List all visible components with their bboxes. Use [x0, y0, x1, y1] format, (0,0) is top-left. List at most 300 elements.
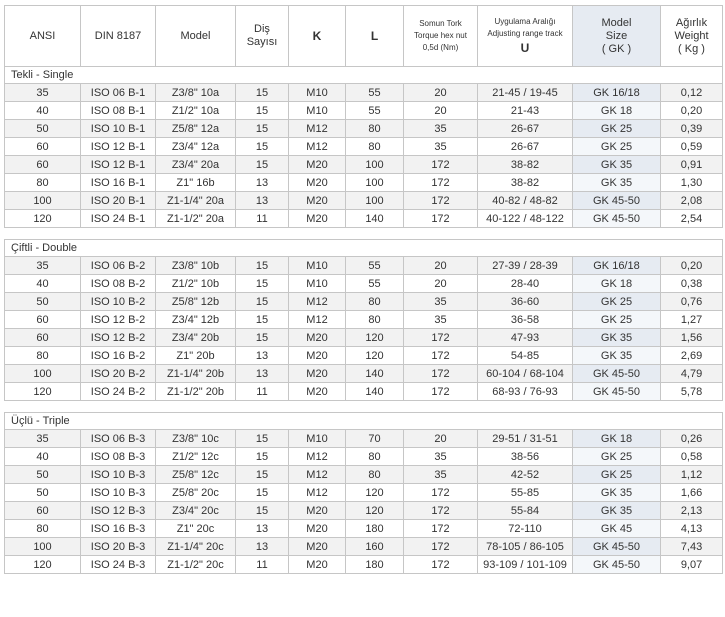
cell-range: 54-85 [478, 347, 573, 365]
cell-ansi: 60 [5, 156, 81, 174]
cell-l: 80 [346, 448, 404, 466]
cell-k: M20 [289, 174, 346, 192]
cell-k: M10 [289, 430, 346, 448]
cell-size: GK 45-50 [573, 383, 661, 401]
cell-l: 180 [346, 556, 404, 574]
cell-k: M12 [289, 293, 346, 311]
cell-ansi: 50 [5, 484, 81, 502]
cell-range: 68-93 / 76-93 [478, 383, 573, 401]
cell-k: M20 [289, 383, 346, 401]
column-header-label: K [312, 29, 322, 43]
cell-din: ISO 06 B-3 [81, 430, 156, 448]
cell-din: ISO 08 B-2 [81, 275, 156, 293]
column-header-model [156, 6, 236, 67]
cell-k: M20 [289, 538, 346, 556]
cell-l: 160 [346, 538, 404, 556]
column-header-teeth [236, 6, 289, 67]
column-header-label: Adjusting range track [487, 29, 563, 38]
cell-teeth: 11 [236, 210, 289, 228]
cell-size: GK 45-50 [573, 365, 661, 383]
cell-din: ISO 10 B-3 [81, 484, 156, 502]
cell-ansi: 40 [5, 102, 81, 120]
cell-size: GK 35 [573, 502, 661, 520]
cell-ansi: 40 [5, 275, 81, 293]
table-row [5, 538, 723, 556]
cell-ansi: 120 [5, 383, 81, 401]
table-row [5, 365, 723, 383]
cell-range: 36-58 [478, 311, 573, 329]
cell-model: Z1" 16b [156, 174, 236, 192]
cell-torque: 35 [404, 120, 478, 138]
column-header-label: Ağırlık [675, 16, 708, 29]
cell-size: GK 18 [573, 430, 661, 448]
cell-k: M20 [289, 210, 346, 228]
cell-l: 140 [346, 365, 404, 383]
column-header-label: L [370, 29, 379, 43]
cell-range: 55-84 [478, 502, 573, 520]
table-row [5, 383, 723, 401]
cell-k: M20 [289, 556, 346, 574]
table-row [5, 329, 723, 347]
cell-ansi: 60 [5, 311, 81, 329]
cell-range: 36-60 [478, 293, 573, 311]
cell-teeth: 15 [236, 293, 289, 311]
cell-k: M10 [289, 84, 346, 102]
cell-l: 120 [346, 484, 404, 502]
cell-range: 21-43 [478, 102, 573, 120]
cell-size: GK 45-50 [573, 210, 661, 228]
table-row [5, 156, 723, 174]
cell-ansi: 50 [5, 293, 81, 311]
table-row [5, 311, 723, 329]
cell-size: GK 25 [573, 466, 661, 484]
cell-din: ISO 12 B-1 [81, 156, 156, 174]
section-title-row [5, 413, 723, 430]
cell-l: 120 [346, 502, 404, 520]
cell-model: Z1" 20b [156, 347, 236, 365]
cell-torque: 172 [404, 556, 478, 574]
cell-weight: 5,78 [661, 383, 723, 401]
cell-ansi: 100 [5, 365, 81, 383]
cell-teeth: 15 [236, 84, 289, 102]
column-header-k [289, 6, 346, 67]
cell-k: M12 [289, 466, 346, 484]
cell-range: 93-109 / 101-109 [478, 556, 573, 574]
cell-model: Z1-1/4" 20b [156, 365, 236, 383]
cell-size: GK 35 [573, 484, 661, 502]
cell-weight: 0,20 [661, 257, 723, 275]
cell-ansi: 80 [5, 347, 81, 365]
table-row [5, 192, 723, 210]
section-table-single [4, 5, 723, 228]
cell-l: 100 [346, 174, 404, 192]
section-title: Çiftli - Double [5, 240, 723, 257]
cell-l: 100 [346, 192, 404, 210]
cell-l: 80 [346, 120, 404, 138]
cell-teeth: 15 [236, 466, 289, 484]
cell-teeth: 15 [236, 448, 289, 466]
cell-weight: 7,43 [661, 538, 723, 556]
cell-k: M12 [289, 484, 346, 502]
cell-torque: 172 [404, 538, 478, 556]
cell-teeth: 13 [236, 174, 289, 192]
cell-k: M20 [289, 347, 346, 365]
cell-weight: 0,59 [661, 138, 723, 156]
cell-range: 47-93 [478, 329, 573, 347]
cell-torque: 172 [404, 383, 478, 401]
cell-din: ISO 08 B-1 [81, 102, 156, 120]
cell-din: ISO 08 B-3 [81, 448, 156, 466]
cell-k: M12 [289, 138, 346, 156]
cell-model: Z3/4" 20b [156, 329, 236, 347]
cell-torque: 172 [404, 329, 478, 347]
cell-model: Z1-1/2" 20b [156, 383, 236, 401]
table-row [5, 174, 723, 192]
cell-range: 40-82 / 48-82 [478, 192, 573, 210]
column-header-label: Model [601, 16, 632, 29]
cell-weight: 0,38 [661, 275, 723, 293]
cell-size: GK 45-50 [573, 192, 661, 210]
cell-size: GK 16/18 [573, 257, 661, 275]
cell-weight: 4,13 [661, 520, 723, 538]
table-row [5, 293, 723, 311]
cell-torque: 35 [404, 466, 478, 484]
table-row [5, 484, 723, 502]
cell-model: Z5/8" 12c [156, 466, 236, 484]
cell-torque: 172 [404, 174, 478, 192]
cell-ansi: 35 [5, 430, 81, 448]
cell-l: 180 [346, 520, 404, 538]
cell-l: 55 [346, 102, 404, 120]
cell-k: M10 [289, 275, 346, 293]
cell-k: M20 [289, 192, 346, 210]
cell-weight: 1,12 [661, 466, 723, 484]
cell-weight: 2,08 [661, 192, 723, 210]
cell-torque: 172 [404, 520, 478, 538]
cell-weight: 0,20 [661, 102, 723, 120]
table-row [5, 275, 723, 293]
cell-size: GK 35 [573, 156, 661, 174]
cell-ansi: 120 [5, 210, 81, 228]
cell-weight: 0,26 [661, 430, 723, 448]
section-title-row [5, 67, 723, 84]
cell-torque: 172 [404, 192, 478, 210]
cell-l: 120 [346, 329, 404, 347]
cell-range: 40-122 / 48-122 [478, 210, 573, 228]
cell-range: 42-52 [478, 466, 573, 484]
cell-torque: 172 [404, 156, 478, 174]
cell-ansi: 60 [5, 138, 81, 156]
cell-torque: 172 [404, 210, 478, 228]
cell-din: ISO 10 B-1 [81, 120, 156, 138]
cell-size: GK 45-50 [573, 556, 661, 574]
cell-torque: 20 [404, 275, 478, 293]
cell-teeth: 15 [236, 102, 289, 120]
column-header-label: ANSI [29, 29, 56, 42]
section-title: Üçlü - Triple [5, 413, 723, 430]
table-row [5, 120, 723, 138]
cell-torque: 172 [404, 484, 478, 502]
cell-ansi: 35 [5, 257, 81, 275]
column-header-label: Model [180, 29, 211, 42]
cell-teeth: 13 [236, 538, 289, 556]
table-row [5, 448, 723, 466]
cell-teeth: 15 [236, 484, 289, 502]
cell-k: M20 [289, 502, 346, 520]
table-row [5, 347, 723, 365]
cell-k: M12 [289, 311, 346, 329]
cell-k: M10 [289, 102, 346, 120]
cell-din: ISO 24 B-1 [81, 210, 156, 228]
cell-ansi: 80 [5, 174, 81, 192]
cell-teeth: 15 [236, 120, 289, 138]
cell-l: 140 [346, 383, 404, 401]
column-header-label: Uygulama Aralığı [494, 17, 556, 26]
table-row [5, 102, 723, 120]
cell-weight: 0,76 [661, 293, 723, 311]
cell-model: Z1-1/4" 20c [156, 538, 236, 556]
table-row [5, 84, 723, 102]
cell-model: Z3/8" 10b [156, 257, 236, 275]
cell-teeth: 15 [236, 156, 289, 174]
cell-torque: 20 [404, 257, 478, 275]
column-header-range [478, 6, 573, 67]
cell-din: ISO 20 B-2 [81, 365, 156, 383]
cell-range: 38-56 [478, 448, 573, 466]
column-header-label: Torque hex nut [414, 31, 467, 40]
cell-teeth: 13 [236, 192, 289, 210]
column-header-label: ( Kg ) [678, 42, 705, 55]
cell-k: M12 [289, 120, 346, 138]
cell-range: 26-67 [478, 120, 573, 138]
table-row [5, 556, 723, 574]
cell-weight: 1,27 [661, 311, 723, 329]
column-header-weight [661, 6, 723, 67]
cell-size: GK 25 [573, 120, 661, 138]
cell-torque: 20 [404, 430, 478, 448]
column-header-label: Diş [254, 23, 270, 35]
cell-ansi: 100 [5, 538, 81, 556]
cell-range: 21-45 / 19-45 [478, 84, 573, 102]
cell-size: GK 35 [573, 329, 661, 347]
cell-ansi: 60 [5, 502, 81, 520]
cell-din: ISO 06 B-2 [81, 257, 156, 275]
column-header-ansi [5, 6, 81, 67]
cell-size: GK 25 [573, 138, 661, 156]
cell-model: Z1/2" 12c [156, 448, 236, 466]
cell-model: Z1-1/2" 20a [156, 210, 236, 228]
cell-l: 80 [346, 293, 404, 311]
cell-range: 60-104 / 68-104 [478, 365, 573, 383]
cell-torque: 35 [404, 138, 478, 156]
cell-teeth: 11 [236, 556, 289, 574]
cell-l: 100 [346, 156, 404, 174]
cell-ansi: 50 [5, 120, 81, 138]
cell-din: ISO 10 B-2 [81, 293, 156, 311]
cell-weight: 2,54 [661, 210, 723, 228]
cell-torque: 172 [404, 347, 478, 365]
column-header-label: Size [605, 29, 628, 42]
column-header-label: Sayısı [246, 36, 278, 48]
cell-torque: 35 [404, 293, 478, 311]
cell-teeth: 13 [236, 520, 289, 538]
cell-din: ISO 16 B-2 [81, 347, 156, 365]
cell-weight: 1,56 [661, 329, 723, 347]
cell-range: 28-40 [478, 275, 573, 293]
cell-l: 120 [346, 347, 404, 365]
section-title-row [5, 240, 723, 257]
cell-din: ISO 24 B-2 [81, 383, 156, 401]
cell-teeth: 11 [236, 383, 289, 401]
cell-weight: 1,30 [661, 174, 723, 192]
table-row [5, 502, 723, 520]
cell-k: M10 [289, 257, 346, 275]
cell-model: Z1" 20c [156, 520, 236, 538]
cell-ansi: 50 [5, 466, 81, 484]
cell-din: ISO 24 B-3 [81, 556, 156, 574]
cell-model: Z3/8" 10a [156, 84, 236, 102]
column-header-label: 0,5d (Nm) [422, 43, 459, 52]
cell-torque: 35 [404, 311, 478, 329]
column-header-label: Weight [674, 29, 709, 42]
cell-weight: 9,07 [661, 556, 723, 574]
cell-l: 55 [346, 275, 404, 293]
cell-ansi: 120 [5, 556, 81, 574]
column-header-label: Somun Tork [419, 19, 462, 28]
cell-size: GK 25 [573, 293, 661, 311]
cell-size: GK 45-50 [573, 538, 661, 556]
section-table-double [4, 239, 723, 401]
cell-model: Z5/8" 12b [156, 293, 236, 311]
cell-teeth: 15 [236, 311, 289, 329]
cell-size: GK 25 [573, 448, 661, 466]
cell-model: Z1-1/2" 20c [156, 556, 236, 574]
cell-teeth: 15 [236, 430, 289, 448]
cell-model: Z3/4" 12a [156, 138, 236, 156]
cell-k: M12 [289, 448, 346, 466]
cell-size: GK 18 [573, 275, 661, 293]
cell-model: Z3/4" 12b [156, 311, 236, 329]
cell-model: Z5/8" 12a [156, 120, 236, 138]
cell-k: M20 [289, 329, 346, 347]
cell-ansi: 40 [5, 448, 81, 466]
cell-din: ISO 20 B-3 [81, 538, 156, 556]
cell-range: 78-105 / 86-105 [478, 538, 573, 556]
cell-din: ISO 12 B-1 [81, 138, 156, 156]
spec-table-container [4, 5, 722, 574]
cell-ansi: 80 [5, 520, 81, 538]
cell-weight: 0,12 [661, 84, 723, 102]
cell-teeth: 15 [236, 329, 289, 347]
cell-teeth: 15 [236, 138, 289, 156]
table-row [5, 138, 723, 156]
cell-k: M20 [289, 520, 346, 538]
cell-din: ISO 16 B-1 [81, 174, 156, 192]
cell-l: 80 [346, 138, 404, 156]
cell-range: 38-82 [478, 174, 573, 192]
cell-weight: 1,66 [661, 484, 723, 502]
cell-din: ISO 12 B-2 [81, 311, 156, 329]
cell-torque: 35 [404, 448, 478, 466]
table-row [5, 466, 723, 484]
cell-teeth: 15 [236, 275, 289, 293]
cell-l: 140 [346, 210, 404, 228]
cell-l: 70 [346, 430, 404, 448]
cell-size: GK 16/18 [573, 84, 661, 102]
cell-ansi: 100 [5, 192, 81, 210]
cell-l: 55 [346, 84, 404, 102]
cell-din: ISO 16 B-3 [81, 520, 156, 538]
section-title: Tekli - Single [5, 67, 723, 84]
cell-weight: 2,13 [661, 502, 723, 520]
cell-model: Z3/8" 10c [156, 430, 236, 448]
column-header-size [573, 6, 661, 67]
cell-l: 80 [346, 311, 404, 329]
cell-size: GK 45 [573, 520, 661, 538]
cell-torque: 172 [404, 502, 478, 520]
cell-k: M20 [289, 365, 346, 383]
table-row [5, 210, 723, 228]
table-row [5, 520, 723, 538]
cell-model: Z1/2" 10b [156, 275, 236, 293]
cell-ansi: 35 [5, 84, 81, 102]
cell-din: ISO 12 B-2 [81, 329, 156, 347]
cell-model: Z1-1/4" 20a [156, 192, 236, 210]
cell-weight: 0,39 [661, 120, 723, 138]
cell-size: GK 18 [573, 102, 661, 120]
cell-teeth: 15 [236, 502, 289, 520]
cell-model: Z5/8" 20c [156, 484, 236, 502]
cell-weight: 4,79 [661, 365, 723, 383]
cell-teeth: 15 [236, 257, 289, 275]
cell-din: ISO 06 B-1 [81, 84, 156, 102]
cell-size: GK 25 [573, 311, 661, 329]
cell-ansi: 60 [5, 329, 81, 347]
cell-range: 26-67 [478, 138, 573, 156]
cell-weight: 0,91 [661, 156, 723, 174]
table-row [5, 430, 723, 448]
cell-torque: 172 [404, 365, 478, 383]
table-row [5, 257, 723, 275]
cell-teeth: 13 [236, 347, 289, 365]
cell-din: ISO 10 B-3 [81, 466, 156, 484]
cell-model: Z3/4" 20a [156, 156, 236, 174]
section-table-triple [4, 412, 723, 574]
cell-din: ISO 12 B-3 [81, 502, 156, 520]
cell-l: 80 [346, 466, 404, 484]
cell-range: 55-85 [478, 484, 573, 502]
cell-l: 55 [346, 257, 404, 275]
cell-din: ISO 20 B-1 [81, 192, 156, 210]
cell-size: GK 35 [573, 347, 661, 365]
column-header-label: U [520, 41, 530, 55]
cell-model: Z1/2" 10a [156, 102, 236, 120]
column-header-label: ( GK ) [601, 42, 632, 55]
cell-model: Z3/4" 20c [156, 502, 236, 520]
cell-range: 38-82 [478, 156, 573, 174]
column-header-din [81, 6, 156, 67]
cell-torque: 20 [404, 102, 478, 120]
cell-range: 72-110 [478, 520, 573, 538]
cell-torque: 20 [404, 84, 478, 102]
cell-range: 27-39 / 28-39 [478, 257, 573, 275]
header-row [5, 6, 723, 67]
column-header-l [346, 6, 404, 67]
column-header-label: DIN 8187 [94, 29, 142, 42]
cell-weight: 2,69 [661, 347, 723, 365]
cell-teeth: 13 [236, 365, 289, 383]
cell-range: 29-51 / 31-51 [478, 430, 573, 448]
